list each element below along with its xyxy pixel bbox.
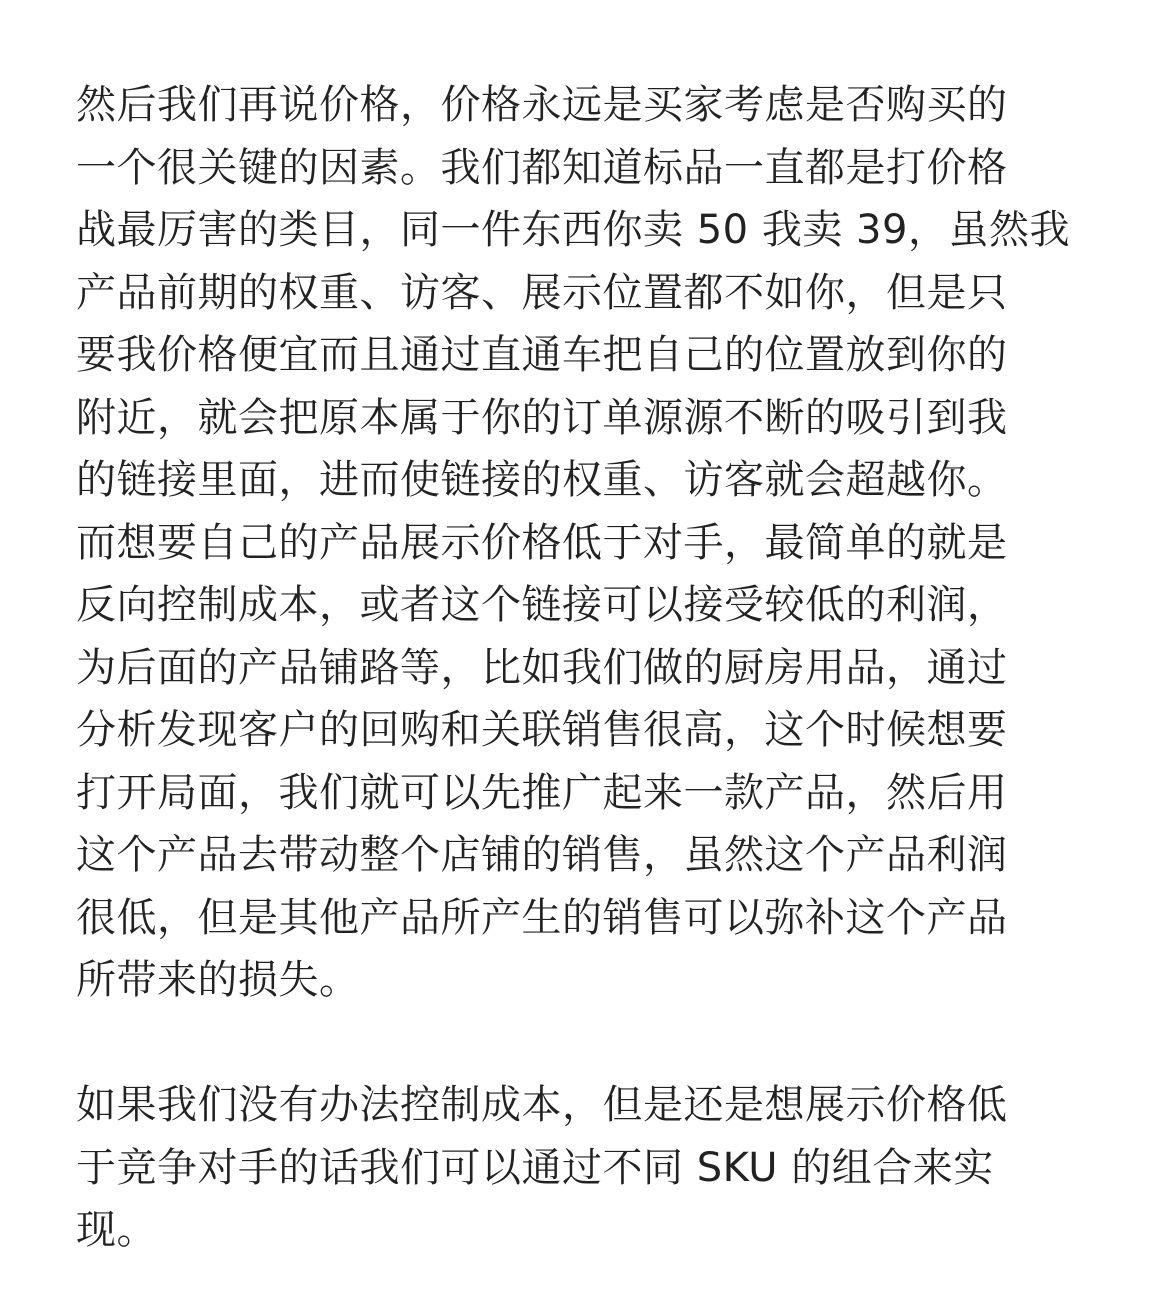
article-body bbox=[76, 74, 1106, 1262]
text-line: 分析发现客户的回购和关联销售很高，这个时候想要 bbox=[76, 707, 1008, 753]
text-line: 一个很关键的因素。我们都知道标品一直都是打价格 bbox=[76, 144, 1008, 191]
text-line: 而想要自己的产品展示价格低于对手，最简单的就是 bbox=[76, 519, 1008, 566]
text-line: 于竞争对手的话我们可以通过不同 SKU 的组合来实 bbox=[76, 1144, 994, 1191]
text-line: 战最厉害的类目，同一件东西你卖 50 我卖 39，虽然我 bbox=[76, 207, 1070, 253]
text-line: 所带来的损失。 bbox=[76, 957, 360, 1003]
text-line: 如果我们没有办法控制成本，但是还是想展示价格低 bbox=[76, 1082, 1008, 1128]
text-line: 现。 bbox=[76, 1207, 157, 1253]
text-line: 要我价格便宜而且通过直通车把自己的位置放到你的 bbox=[76, 332, 1008, 378]
text-line: 然后我们再说价格，价格永远是买家考虑是否购买的 bbox=[76, 82, 1008, 128]
text-line: 反向控制成本，或者这个链接可以接受较低的利润， bbox=[76, 582, 1008, 628]
paragraph-price bbox=[76, 74, 1106, 1012]
text-line: 的链接里面，进而使链接的权重、访客就会超越你。 bbox=[76, 457, 1008, 503]
paragraph-spacer bbox=[76, 1012, 1106, 1075]
text-line: 产品前期的权重、访客、展示位置都不如你，但是只 bbox=[76, 269, 1008, 316]
text-line: 很低，但是其他产品所产生的销售可以弥补这个产品 bbox=[76, 894, 1008, 941]
text-line: 打开局面，我们就可以先推广起来一款产品，然后用 bbox=[76, 769, 1008, 816]
text-line: 为后面的产品铺路等，比如我们做的厨房用品，通过 bbox=[76, 644, 1008, 691]
text-line: 这个产品去带动整个店铺的销售，虽然这个产品利润 bbox=[76, 832, 1008, 878]
text-line: 附近，就会把原本属于你的订单源源不断的吸引到我 bbox=[76, 394, 1008, 441]
paragraph-sku bbox=[76, 1074, 1106, 1262]
